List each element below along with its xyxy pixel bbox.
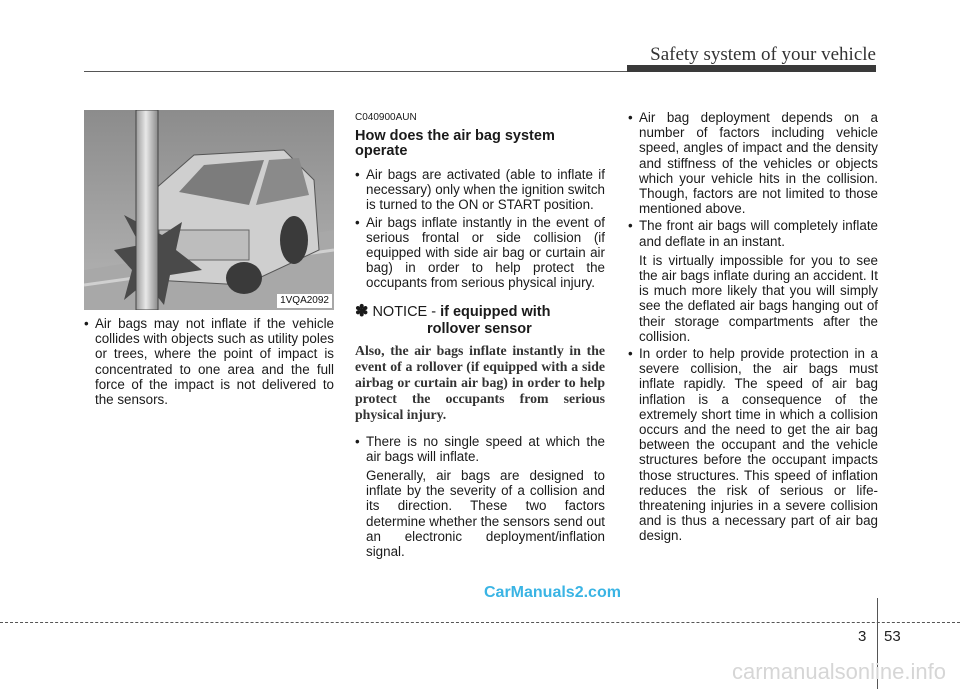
crash-illustration	[84, 110, 334, 310]
car-pole-collision-image	[84, 110, 334, 310]
section-title: How does the air bag system operate	[355, 128, 555, 159]
column-2	[355, 110, 605, 559]
bullet-text: • Air bags inflate instantly in the event of serious frontal or side collision (if equipped with side air bag or curtain air bag) in order to help protect the occupants from serious physical injury.	[355, 215, 605, 291]
figure-label: 1VQA2092	[277, 294, 332, 308]
bullet-text: • Air bags are activated (able to inflate if necessary) only when the ignition switch is turned to the ON or START position.	[355, 167, 605, 213]
header-bar	[627, 65, 876, 72]
bullet-text: • There is no single speed at which the air bags will inflate.	[355, 434, 605, 464]
notice-label: NOTICE -	[372, 303, 437, 320]
bullet-text: • Air bag deployment depends on a number of factors including vehicle speed, angles of impact and the density and stiffness of the vehicles or objects which your vehicle hits in the collision. Though, factors are not limited to those mentioned above.	[628, 110, 878, 216]
bullet-text: • Air bags may not inflate if the vehicle collides with objects such as utility poles or trees, where the point of impact is concentrated to one area and the full force of the impact is not delivered to the sensors.	[84, 316, 334, 407]
notice-heading	[355, 303, 605, 337]
notice-body: Also, the air bags inflate instantly in the event of a rollover (if equipped with a side airbag or curtain air bag) in order to help protect the occupants from serious physical injury.	[355, 342, 605, 423]
notice-line1: if equipped with	[440, 303, 551, 320]
bullet-text: • The front air bags will completely inflate and deflate in an instant.	[628, 218, 878, 248]
notice-line2: rollover sensor	[427, 320, 532, 337]
section-code: C040900AUN	[355, 112, 417, 123]
column-1	[84, 110, 334, 409]
chapter-number: 3	[858, 628, 867, 645]
column-3	[628, 110, 878, 546]
notice-star-icon: ✽	[355, 302, 369, 320]
bottom-watermark: carmanualsonline.info	[731, 659, 946, 684]
bullet-subtext: It is virtually impossible for you to see the air bags inflate during an accident. It is much more likely that you will simply see the deflated air bags hanging out of their storage compartments after the collision.	[639, 252, 878, 344]
page-number: 53	[884, 628, 901, 645]
watermark-link[interactable]: CarManuals2.com	[484, 584, 621, 601]
footer-rule	[0, 622, 960, 623]
header-title: Safety system of your vehicle	[650, 44, 876, 65]
bullet-subtext: Generally, air bags are designed to inflate by the severity of a collision and its direction. These two factors determine whether the sensors send out an electronic deployment/inflation signal.	[366, 468, 605, 560]
bullet-text: • In order to help provide protection in a severe collision, the air bags must inflate rapidly. The speed of air bag inflation is a consequence of the extremely short time in which a collision occurs and the need to get the air bag between the occupant and the vehicle structures before the occupant impacts those structures. This speed of inflation reduces the risk of serious or life-threatening injuries in a severe collision and is thus a necessary part of air bag design.	[628, 346, 878, 544]
